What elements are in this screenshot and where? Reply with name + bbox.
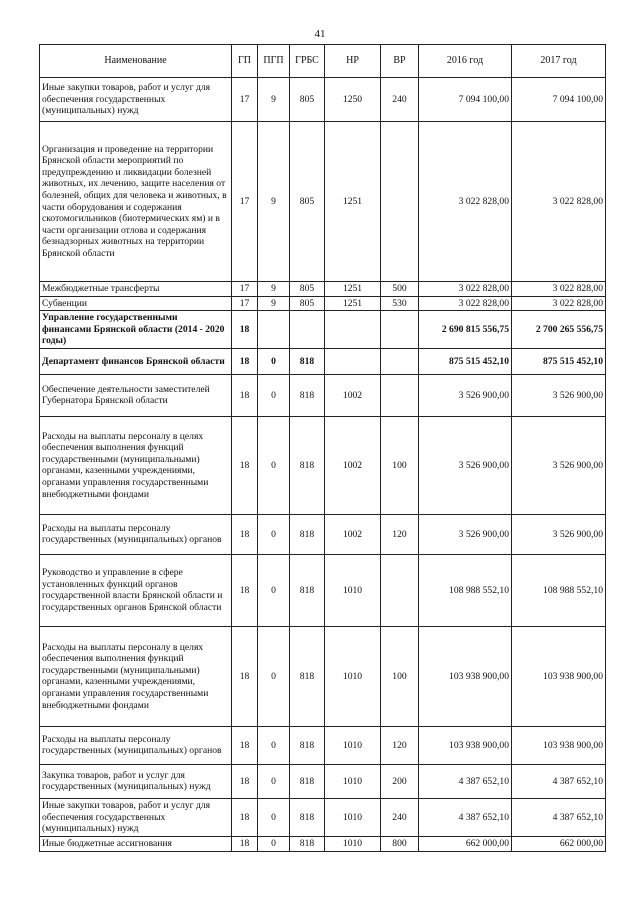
cell-2016: 662 000,00 bbox=[419, 836, 512, 851]
cell-grbs: 805 bbox=[290, 282, 325, 297]
table-row bbox=[40, 798, 606, 836]
cell-2016: 3 526 900,00 bbox=[419, 514, 512, 554]
cell-name: Руководство и управление в сфере установленных функций органов государственной власти Брянской области и государственных органов Брянской области bbox=[40, 554, 232, 626]
cell-vr bbox=[381, 122, 419, 282]
header-2017: 2017 год bbox=[512, 45, 606, 78]
cell-nr: 1002 bbox=[325, 514, 381, 554]
cell-name: Иные закупки товаров, работ и услуг для обеспечения государственных (муниципальных) нужд bbox=[40, 78, 232, 122]
table-row bbox=[40, 726, 606, 764]
cell-2016: 4 387 652,10 bbox=[419, 798, 512, 836]
cell-vr: 530 bbox=[381, 296, 419, 311]
cell-2017: 3 526 900,00 bbox=[512, 514, 606, 554]
cell-vr: 240 bbox=[381, 78, 419, 122]
cell-2016: 875 515 452,10 bbox=[419, 348, 512, 374]
cell-vr: 100 bbox=[381, 416, 419, 514]
cell-nr: 1010 bbox=[325, 764, 381, 798]
table-row bbox=[40, 374, 606, 416]
cell-nr: 1251 bbox=[325, 122, 381, 282]
cell-gp: 18 bbox=[232, 626, 258, 726]
cell-gp: 18 bbox=[232, 764, 258, 798]
cell-2016: 4 387 652,10 bbox=[419, 764, 512, 798]
cell-2016: 7 094 100,00 bbox=[419, 78, 512, 122]
cell-nr: 1010 bbox=[325, 836, 381, 851]
cell-gp: 18 bbox=[232, 514, 258, 554]
cell-nr: 1002 bbox=[325, 374, 381, 416]
cell-2017: 3 022 828,00 bbox=[512, 122, 606, 282]
cell-name: Департамент финансов Брянской области bbox=[40, 348, 232, 374]
cell-grbs: 818 bbox=[290, 626, 325, 726]
cell-2017: 7 094 100,00 bbox=[512, 78, 606, 122]
cell-pgp: 0 bbox=[258, 626, 290, 726]
cell-gp: 18 bbox=[232, 374, 258, 416]
table-row bbox=[40, 348, 606, 374]
cell-name: Иные бюджетные ассигнования bbox=[40, 836, 232, 851]
table-row bbox=[40, 122, 606, 282]
cell-grbs: 805 bbox=[290, 296, 325, 311]
cell-grbs: 818 bbox=[290, 554, 325, 626]
cell-gp: 18 bbox=[232, 798, 258, 836]
cell-grbs: 818 bbox=[290, 374, 325, 416]
cell-vr bbox=[381, 348, 419, 374]
cell-gp: 18 bbox=[232, 416, 258, 514]
cell-nr: 1250 bbox=[325, 78, 381, 122]
cell-vr: 240 bbox=[381, 798, 419, 836]
cell-grbs bbox=[290, 311, 325, 349]
cell-vr: 120 bbox=[381, 726, 419, 764]
cell-gp: 18 bbox=[232, 726, 258, 764]
cell-2016: 103 938 900,00 bbox=[419, 726, 512, 764]
cell-grbs: 818 bbox=[290, 836, 325, 851]
table-row bbox=[40, 416, 606, 514]
cell-2017: 875 515 452,10 bbox=[512, 348, 606, 374]
cell-nr bbox=[325, 311, 381, 349]
cell-nr bbox=[325, 348, 381, 374]
table-header-row bbox=[40, 45, 606, 78]
cell-2017: 3 526 900,00 bbox=[512, 374, 606, 416]
cell-2016: 3 526 900,00 bbox=[419, 374, 512, 416]
table-row bbox=[40, 78, 606, 122]
cell-pgp: 0 bbox=[258, 374, 290, 416]
cell-pgp: 0 bbox=[258, 514, 290, 554]
header-vr: ВР bbox=[381, 45, 419, 78]
cell-vr: 500 bbox=[381, 282, 419, 297]
cell-gp: 18 bbox=[232, 554, 258, 626]
cell-grbs: 818 bbox=[290, 764, 325, 798]
cell-grbs: 818 bbox=[290, 798, 325, 836]
cell-gp: 18 bbox=[232, 311, 258, 349]
cell-gp: 18 bbox=[232, 348, 258, 374]
cell-vr bbox=[381, 554, 419, 626]
cell-vr: 800 bbox=[381, 836, 419, 851]
header-grbs: ГРБС bbox=[290, 45, 325, 78]
cell-name: Организация и проведение на территории Брянской области мероприятий по предупреждению и ликвидации болезней животных, их лечению, защите населения от болезней, общих для человека и животных, в части оборудования и содержания скотомогильников (биотермических ям) и в части организации отлова и содержания безнадзорных животных на территории Брянской области bbox=[40, 122, 232, 282]
cell-nr: 1010 bbox=[325, 626, 381, 726]
cell-name: Управление государственными финансами Брянской области (2014 - 2020 годы) bbox=[40, 311, 232, 349]
cell-nr: 1251 bbox=[325, 282, 381, 297]
cell-2016: 3 022 828,00 bbox=[419, 296, 512, 311]
cell-nr: 1010 bbox=[325, 798, 381, 836]
cell-name: Расходы на выплаты персоналу государственных (муниципальных) органов bbox=[40, 726, 232, 764]
cell-2017: 103 938 900,00 bbox=[512, 626, 606, 726]
cell-pgp: 0 bbox=[258, 726, 290, 764]
cell-2017: 108 988 552,10 bbox=[512, 554, 606, 626]
cell-2016: 3 022 828,00 bbox=[419, 122, 512, 282]
cell-pgp: 0 bbox=[258, 416, 290, 514]
cell-pgp: 0 bbox=[258, 348, 290, 374]
cell-grbs: 818 bbox=[290, 348, 325, 374]
cell-name: Закупка товаров, работ и услуг для государственных (муниципальных) нужд bbox=[40, 764, 232, 798]
header-nr: НР bbox=[325, 45, 381, 78]
header-name: Наименование bbox=[40, 45, 232, 78]
table-row bbox=[40, 554, 606, 626]
cell-2017: 3 022 828,00 bbox=[512, 282, 606, 297]
budget-table bbox=[39, 44, 606, 852]
cell-2017: 3 526 900,00 bbox=[512, 416, 606, 514]
cell-2016: 3 022 828,00 bbox=[419, 282, 512, 297]
page-number: 41 bbox=[314, 28, 326, 40]
cell-nr: 1010 bbox=[325, 726, 381, 764]
cell-name: Обеспечение деятельности заместителей Губернатора Брянской области bbox=[40, 374, 232, 416]
table-row bbox=[40, 296, 606, 311]
cell-grbs: 805 bbox=[290, 78, 325, 122]
table-row bbox=[40, 311, 606, 349]
cell-vr: 100 bbox=[381, 626, 419, 726]
cell-2016: 103 938 900,00 bbox=[419, 626, 512, 726]
cell-grbs: 818 bbox=[290, 416, 325, 514]
cell-nr: 1251 bbox=[325, 296, 381, 311]
cell-pgp: 0 bbox=[258, 798, 290, 836]
cell-pgp: 9 bbox=[258, 78, 290, 122]
cell-2017: 4 387 652,10 bbox=[512, 764, 606, 798]
cell-2017: 103 938 900,00 bbox=[512, 726, 606, 764]
header-2016: 2016 год bbox=[419, 45, 512, 78]
cell-pgp: 9 bbox=[258, 296, 290, 311]
cell-name: Расходы на выплаты персоналу в целях обеспечения выполнения функций государственными (муниципальными) органами, казенными учреждениями, органами управления государственными внебюджетными фондами bbox=[40, 626, 232, 726]
cell-2016: 108 988 552,10 bbox=[419, 554, 512, 626]
cell-pgp: 0 bbox=[258, 554, 290, 626]
cell-2017: 3 022 828,00 bbox=[512, 296, 606, 311]
cell-name: Иные закупки товаров, работ и услуг для обеспечения государственных (муниципальных) нужд bbox=[40, 798, 232, 836]
cell-name: Субвенции bbox=[40, 296, 232, 311]
cell-vr bbox=[381, 374, 419, 416]
cell-gp: 17 bbox=[232, 78, 258, 122]
cell-pgp: 0 bbox=[258, 764, 290, 798]
table-row bbox=[40, 764, 606, 798]
cell-pgp: 9 bbox=[258, 122, 290, 282]
header-gp: ГП bbox=[232, 45, 258, 78]
cell-grbs: 818 bbox=[290, 726, 325, 764]
cell-vr: 120 bbox=[381, 514, 419, 554]
cell-gp: 17 bbox=[232, 282, 258, 297]
table-row bbox=[40, 282, 606, 297]
cell-pgp: 0 bbox=[258, 836, 290, 851]
cell-gp: 17 bbox=[232, 122, 258, 282]
cell-name: Расходы на выплаты персоналу в целях обеспечения выполнения функций государственными (муниципальными) органами, казенными учреждениями, органами управления государственными внебюджетными фондами bbox=[40, 416, 232, 514]
cell-2017: 2 700 265 556,75 bbox=[512, 311, 606, 349]
cell-2017: 4 387 652,10 bbox=[512, 798, 606, 836]
cell-nr: 1002 bbox=[325, 416, 381, 514]
cell-name: Расходы на выплаты персоналу государственных (муниципальных) органов bbox=[40, 514, 232, 554]
header-pgp: ПГП bbox=[258, 45, 290, 78]
cell-gp: 18 bbox=[232, 836, 258, 851]
cell-grbs: 818 bbox=[290, 514, 325, 554]
cell-2017: 662 000,00 bbox=[512, 836, 606, 851]
table-row bbox=[40, 836, 606, 851]
cell-vr bbox=[381, 311, 419, 349]
cell-vr: 200 bbox=[381, 764, 419, 798]
table-row bbox=[40, 514, 606, 554]
cell-nr: 1010 bbox=[325, 554, 381, 626]
cell-2016: 3 526 900,00 bbox=[419, 416, 512, 514]
cell-name: Межбюджетные трансферты bbox=[40, 282, 232, 297]
cell-pgp bbox=[258, 311, 290, 349]
cell-2016: 2 690 815 556,75 bbox=[419, 311, 512, 349]
cell-pgp: 9 bbox=[258, 282, 290, 297]
cell-grbs: 805 bbox=[290, 122, 325, 282]
cell-gp: 17 bbox=[232, 296, 258, 311]
table-row bbox=[40, 626, 606, 726]
